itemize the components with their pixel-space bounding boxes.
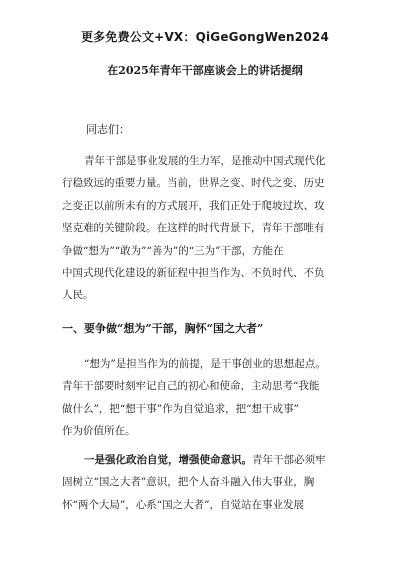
paragraph-line: 中国式现代化建设的新征程中担当作为、不负时代、不负 [62,266,325,279]
paragraph-line: 行稳致远的重要力量。当前，世界之变、时代之变、历史 [62,177,325,190]
intro-paragraph [62,150,352,307]
document-title: 在2025年青年干部座谈会上的讲话提纲 [107,64,303,77]
paragraph-line: 之变正以前所未有的方式展开，我们正处于爬坡过坎、攻 [62,199,325,212]
paragraph-line: 做什么”，把“想干事”作为自觉追求，把“想干成事” [62,402,299,415]
promo-header: 更多免费公文+VX：QiGeGongWen2024 [80,30,329,44]
salutation: 同志们： [86,123,130,136]
paragraph-line: 人民。 [62,289,94,302]
point1-paragraph [62,449,352,516]
point-lead: 一是强化政治自觉，增强使命意识。 [84,454,252,466]
paragraph-line: 青年干部要时刻牢记自己的初心和使命，主动思考“我能 [62,380,320,393]
point-text: 青年干部必须牢 [252,454,326,466]
paragraph-line: 固树立“国之大者”意识，把个人奋斗融入伟大事业，胸 [62,476,315,489]
section1-paragraph [62,353,352,443]
paragraph-line: 怀“两个大局”，心系“国之大者”，自觉站在事业发展 [62,498,304,511]
paragraph-line: 争做“想为”“敢为”“善为”的“三为”干部，方能在 [62,244,284,257]
paragraph-line: “想为”是担当作为的前提，是干事创业的思想起点。 [84,358,326,370]
paragraph-line: 作为价值所在。 [62,425,136,438]
paragraph-line [62,449,352,471]
paragraph-line: 坚克难的关键阶段。在这样的时代背景下，青年干部唯有 [62,222,325,235]
section-heading: 一、要争做“想为”干部，胸怀“国之大者” [62,322,264,335]
paragraph-line: 青年干部是事业发展的生力军，是推动中国式现代化 [84,155,326,167]
